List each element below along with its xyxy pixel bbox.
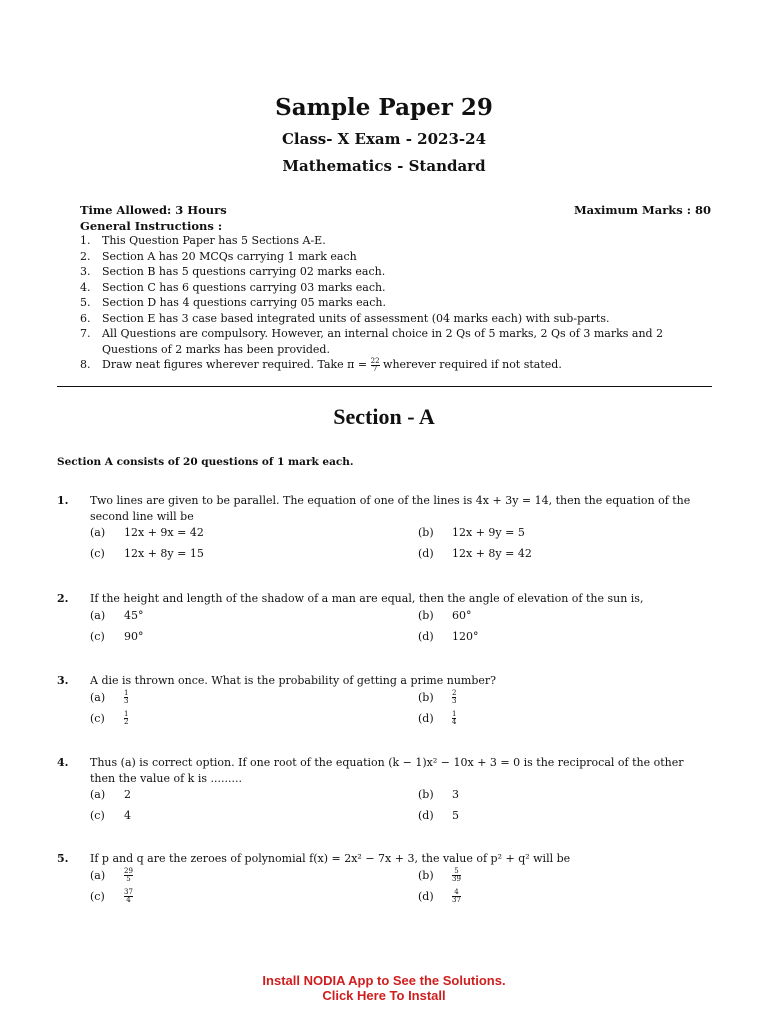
option-d [418, 711, 718, 727]
instruction-text: Section E has 3 case based integrated units of assessment (04 marks each) with sub-parts. [102, 311, 610, 325]
option-text: 4 [124, 809, 131, 822]
option-label: (b) [418, 526, 434, 539]
maximum-marks: Maximum Marks : 80 [573, 203, 711, 217]
option-label: (d) [418, 809, 434, 822]
time-allowed: Time Allowed: 3 Hours [80, 203, 227, 217]
option-c [90, 889, 390, 905]
instruction-text-before: Draw neat figures wherever required. Take π = [102, 358, 371, 371]
option-a [90, 608, 390, 624]
fraction-denominator: 39 [452, 875, 461, 883]
fraction-denominator: 37 [452, 896, 461, 904]
option-a [90, 525, 390, 541]
option-fraction [452, 690, 456, 705]
general-instructions-heading: General Instructions : [80, 219, 223, 233]
option-b [418, 525, 718, 541]
option-a [90, 787, 390, 803]
question-text: Two lines are given to be parallel. The equation of one of the lines is 4x + 3y = 14, then the equation of the second line will be [90, 494, 691, 523]
option-text: 120° [452, 629, 479, 643]
options [90, 525, 712, 569]
fraction-numerator: 29 [124, 867, 133, 875]
option-fraction [124, 889, 133, 904]
option-b [418, 608, 718, 624]
options [90, 690, 712, 734]
option-label: (c) [90, 809, 105, 822]
question-number: 3. [57, 674, 69, 687]
option-b [418, 868, 718, 884]
option-c [90, 546, 390, 562]
fraction-denominator: 5 [126, 875, 131, 883]
instruction-item [80, 311, 712, 327]
option-label: (a) [90, 526, 106, 539]
fraction-denominator: 3 [452, 697, 457, 705]
instruction-text: Section B has 5 questions carrying 02 marks each. [102, 265, 386, 278]
option-fraction [124, 711, 128, 726]
option-fraction [124, 868, 133, 883]
option-b [418, 787, 718, 803]
pi-fraction [371, 358, 380, 373]
instruction-item [80, 295, 712, 311]
instruction-number: 6. [80, 311, 91, 325]
fraction-numerator: 5 [452, 868, 461, 876]
instruction-number: 2. [80, 249, 91, 263]
fraction-numerator: 37 [124, 888, 133, 896]
install-app-link[interactable]: Install NODIA App to See the Solutions. [262, 973, 506, 988]
fraction-denominator: 3 [124, 697, 129, 705]
question-text: If p and q are the zeroes of polynomial f(x) = 2x² − 7x + 3, the value of p² + q² will be [90, 852, 571, 865]
general-instructions-list [80, 233, 712, 373]
options [90, 868, 712, 912]
instruction-item [80, 233, 712, 249]
option-label: (b) [418, 868, 434, 882]
option-label: (a) [90, 690, 106, 704]
question-3 [57, 673, 712, 734]
question-number: 4. [57, 756, 69, 769]
fraction-denominator: 4 [452, 718, 457, 726]
option-c [90, 808, 390, 824]
option-label: (b) [418, 608, 434, 622]
question-4 [57, 755, 712, 831]
option-fraction [452, 889, 461, 904]
instruction-item [80, 326, 712, 357]
option-a [90, 690, 390, 706]
question-text: If the height and length of the shadow of a man are equal, then the angle of elevation of the sun is, [90, 592, 644, 605]
instruction-text-after: wherever required if not stated. [379, 358, 562, 371]
question-1 [57, 493, 712, 569]
option-label: (d) [418, 711, 434, 725]
click-to-install-link[interactable]: Click Here To Install [322, 988, 446, 1003]
option-b [418, 690, 718, 706]
option-text: 90° [124, 629, 144, 643]
fraction-numerator: 4 [452, 889, 461, 897]
question-text: A die is thrown once. What is the probability of getting a prime number? [90, 674, 497, 687]
option-label: (a) [90, 868, 106, 882]
option-label: (d) [418, 889, 434, 903]
option-d [418, 629, 718, 645]
option-text: 45° [124, 608, 144, 622]
option-fraction [124, 690, 128, 705]
subject-line: Mathematics - Standard [282, 157, 486, 175]
option-label: (b) [418, 690, 434, 704]
fraction-numerator: 2 [452, 689, 457, 697]
instruction-text: All Questions are compulsory. However, an internal choice in 2 Qs of 5 marks, 2 Qs of 3 marks and 2 Questions of 2 marks has been provided. [102, 327, 664, 356]
option-label: (c) [90, 711, 105, 725]
option-d [418, 546, 718, 562]
option-c [90, 711, 390, 727]
instruction-item [80, 357, 712, 373]
option-text: 60° [452, 608, 472, 622]
instruction-text: Section C has 6 questions carrying 03 marks each. [102, 280, 386, 294]
instruction-text [102, 357, 712, 373]
instruction-number: 4. [80, 280, 91, 294]
instruction-text: Section A has 20 MCQs carrying 1 mark each [102, 249, 357, 263]
fraction-numerator: 22 [370, 356, 380, 365]
instruction-text: This Question Paper has 5 Sections A-E. [102, 234, 326, 247]
option-label: (c) [90, 547, 105, 560]
instruction-text: Section D has 4 questions carrying 05 marks each. [102, 296, 386, 309]
question-number: 1. [57, 494, 69, 507]
fraction-denominator: 7 [372, 364, 378, 373]
instruction-number: 7. [80, 327, 91, 340]
option-label: (a) [90, 608, 106, 622]
option-text: 12x + 8y = 42 [452, 547, 532, 560]
instruction-item [80, 280, 712, 296]
question-text: Thus (a) is correct option. If one root of the equation (k − 1)x² − 10x + 3 = 0 is the reciprocal of the other then the value of k is ......... [90, 756, 684, 785]
option-fraction [452, 868, 461, 883]
option-text: 3 [452, 788, 459, 801]
instruction-number: 1. [80, 234, 91, 247]
option-d [418, 889, 718, 905]
section-title: Section - A [333, 404, 435, 429]
question-2 [57, 591, 712, 652]
option-text: 12x + 9y = 5 [452, 526, 525, 539]
class-line: Class- X Exam - 2023-24 [281, 130, 487, 148]
fraction-numerator: 1 [124, 710, 129, 718]
install-app-banner[interactable] [0, 973, 768, 1003]
instruction-item [80, 264, 712, 280]
instruction-number: 8. [80, 358, 91, 371]
option-text: 5 [452, 809, 459, 822]
option-label: (c) [90, 889, 105, 903]
fraction-numerator: 1 [124, 689, 129, 697]
question-number: 2. [57, 592, 69, 605]
option-d [418, 808, 718, 824]
option-label: (d) [418, 547, 434, 560]
question-5 [57, 851, 712, 912]
option-label: (b) [418, 788, 434, 801]
option-label: (d) [418, 629, 434, 643]
option-text: 12x + 8y = 15 [124, 547, 204, 560]
option-text: 12x + 9x = 42 [124, 526, 204, 539]
paper-title: Sample Paper 29 [275, 94, 493, 121]
fraction-denominator: 4 [126, 896, 131, 904]
option-a [90, 868, 390, 884]
instruction-number: 5. [80, 296, 91, 309]
option-c [90, 629, 390, 645]
question-number: 5. [57, 852, 69, 865]
fraction-numerator: 1 [452, 710, 457, 718]
options [90, 787, 712, 831]
divider [57, 386, 712, 387]
option-fraction [452, 711, 456, 726]
options [90, 608, 712, 652]
instruction-number: 3. [80, 265, 91, 278]
option-text: 2 [124, 788, 131, 801]
fraction-denominator: 2 [124, 718, 129, 726]
option-label: (c) [90, 629, 105, 643]
instruction-item [80, 249, 712, 265]
option-label: (a) [90, 788, 106, 801]
section-note: Section A consists of 20 questions of 1 mark each. [57, 456, 354, 468]
